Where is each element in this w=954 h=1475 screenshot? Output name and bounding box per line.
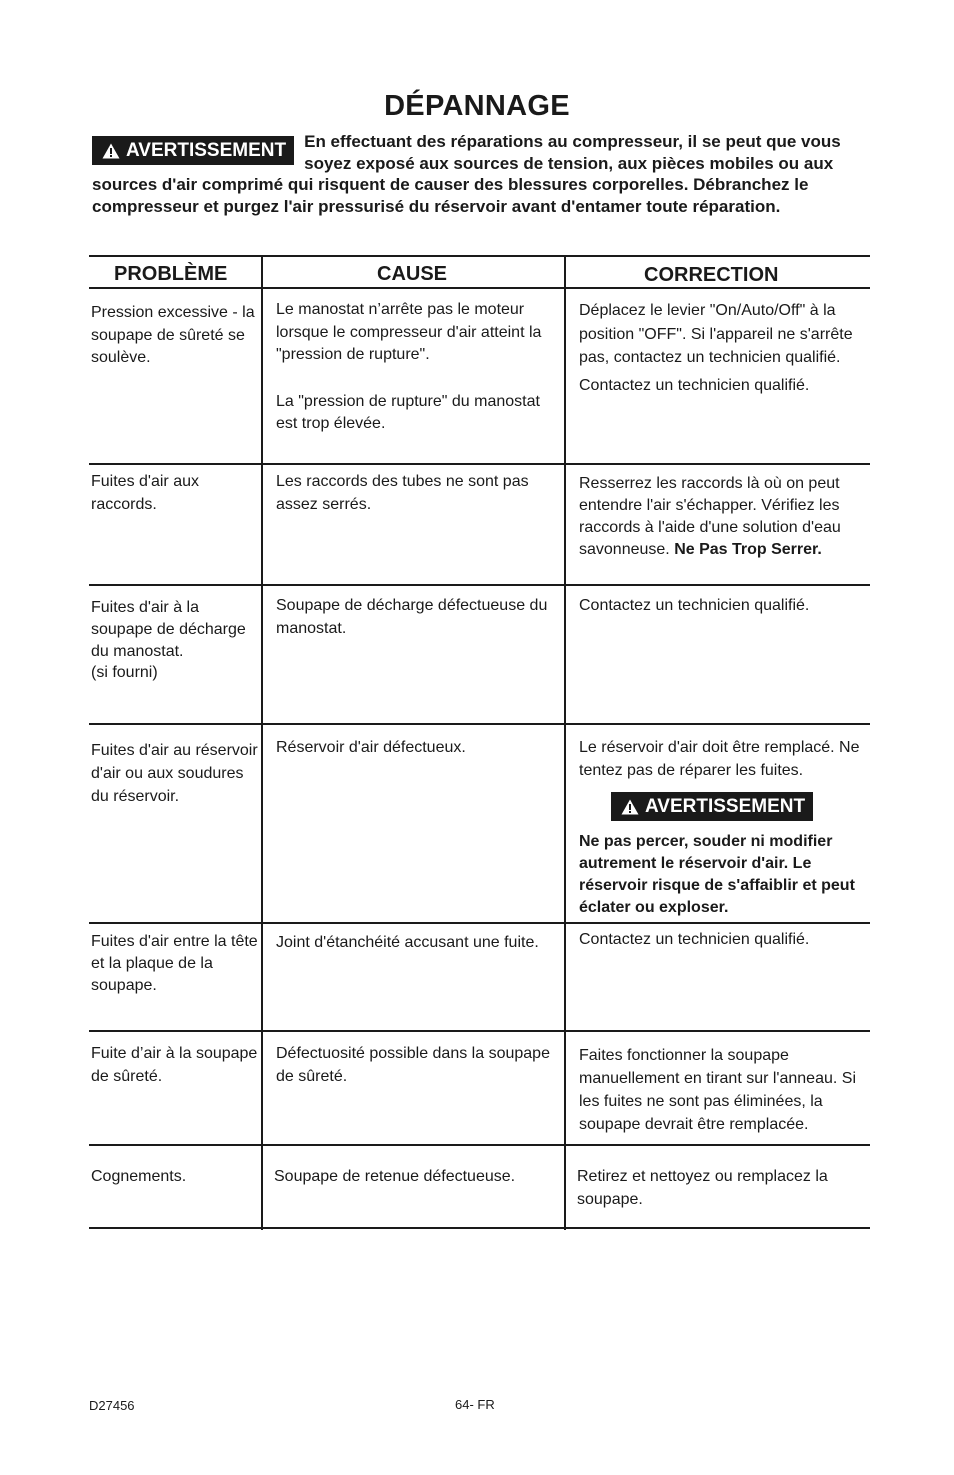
header-rule — [89, 287, 870, 289]
row-rule — [89, 1030, 870, 1032]
warning-badge-label: AVERTISSEMENT — [645, 796, 806, 817]
problem-cell: Fuites d'air aux raccords. — [91, 473, 199, 513]
cause-text: La "pression de rupture" du manostat est trop élevée. — [276, 392, 540, 432]
warning-badge — [92, 136, 294, 165]
cause-cell: Réservoir d'air défectueux. — [276, 739, 466, 756]
correction-cell — [579, 737, 870, 919]
row-rule — [89, 723, 870, 725]
cause-text: Le manostat n’arrête pas le moteur lorsque le compresseur d'air atteint la "pression de rupture". — [276, 301, 542, 363]
correction-cell: Contactez un technicien qualifié. — [579, 597, 810, 614]
warning-text: Ne pas percer, souder ni modifier autrement le réservoir d'air. Le réservoir risque de s'affaiblir et peut éclater ou exploser. — [579, 833, 855, 916]
correction-text: Resserrez les raccords là où on peut entendre l'air s'échapper. Vérifiez les raccords à l'aide d'une solution d'eau savonneuse. — [579, 475, 841, 558]
cause-cell: Soupape de retenue défectueuse. — [274, 1168, 516, 1185]
table-top-rule — [89, 255, 870, 257]
table-bottom-rule — [89, 1227, 870, 1229]
warning-triangle-icon — [621, 799, 639, 815]
cause-cell: Soupape de décharge défectueuse du manostat. — [276, 597, 548, 637]
warning-text: En effectuant des réparations au compresseur, il se peut que vous soyez exposé aux sources de tension, aux pièces mobiles ou aux sources d'air comprimé qui risquent de causer des blessures corporelles. Débranchez le compresseur et purgez l'air pressurisé du réservoir avant d'entamer toute réparation. — [92, 132, 841, 216]
correction-cell: Faites fonctionner la soupape manuellement en tirant sur l'anneau. Si les fuites ne sont pas éliminées, la soupape devrait être remplacée. — [579, 1047, 856, 1133]
correction-cell: Contactez un technicien qualifié. — [579, 931, 810, 948]
correction-cell — [579, 299, 870, 397]
cause-cell — [276, 299, 560, 436]
page-number: 64- FR — [455, 1397, 495, 1412]
row-rule — [89, 584, 870, 586]
correction-emphasis: Ne Pas Trop Serrer. — [674, 541, 822, 558]
warning-badge — [611, 792, 813, 821]
problem-cell: Fuites d'air entre la tête et la plaque de la soupape. — [91, 933, 258, 994]
header-cause: CAUSE — [377, 263, 448, 285]
row-rule — [89, 463, 870, 465]
warning-badge-label: AVERTISSEMENT — [126, 140, 287, 161]
row-rule — [89, 922, 870, 924]
correction-text: Déplacez le levier "On/Auto/Off" à la position "OFF". Si l'appareil ne s'arrête pas, contactez un technicien qualifié. — [579, 302, 853, 366]
problem-cell — [91, 597, 259, 684]
correction-cell — [579, 473, 870, 561]
problem-cell: Cognements. — [91, 1168, 187, 1185]
correction-text: Contactez un technicien qualifié. — [579, 376, 810, 394]
problem-cell: Pression excessive - la soupape de sûreté se soulève. — [91, 304, 255, 366]
row-rule — [89, 1144, 870, 1146]
header-correction: CORRECTION — [644, 264, 779, 286]
document-code: D27456 — [89, 1398, 135, 1413]
cause-cell: Joint d'étanchéité accusant une fuite. — [276, 934, 539, 951]
cause-cell: Les raccords des tubes ne sont pas assez serrés. — [276, 473, 529, 513]
problem-text: Fuites d'air à la soupape de décharge du manostat. — [91, 599, 246, 660]
warning-notice — [92, 131, 867, 217]
column-divider-2 — [564, 255, 566, 1230]
column-divider-1 — [261, 255, 263, 1230]
correction-text: Le réservoir d'air doit être remplacé. Ne tentez pas de réparer les fuites. — [579, 739, 860, 779]
page-title: DÉPANNAGE — [384, 90, 570, 122]
header-problem: PROBLÈME — [114, 263, 228, 285]
correction-cell: Retirez et nettoyez ou remplacez la soupape. — [577, 1168, 828, 1208]
problem-note: (si fourni) — [91, 664, 158, 682]
problem-cell: Fuites d'air au réservoir d'air ou aux soudures du réservoir. — [91, 742, 258, 805]
cause-cell: Défectuosité possible dans la soupape de sûreté. — [276, 1045, 550, 1085]
warning-triangle-icon — [102, 143, 120, 159]
problem-cell: Fuite d’air à la soupape de sûreté. — [91, 1045, 258, 1085]
